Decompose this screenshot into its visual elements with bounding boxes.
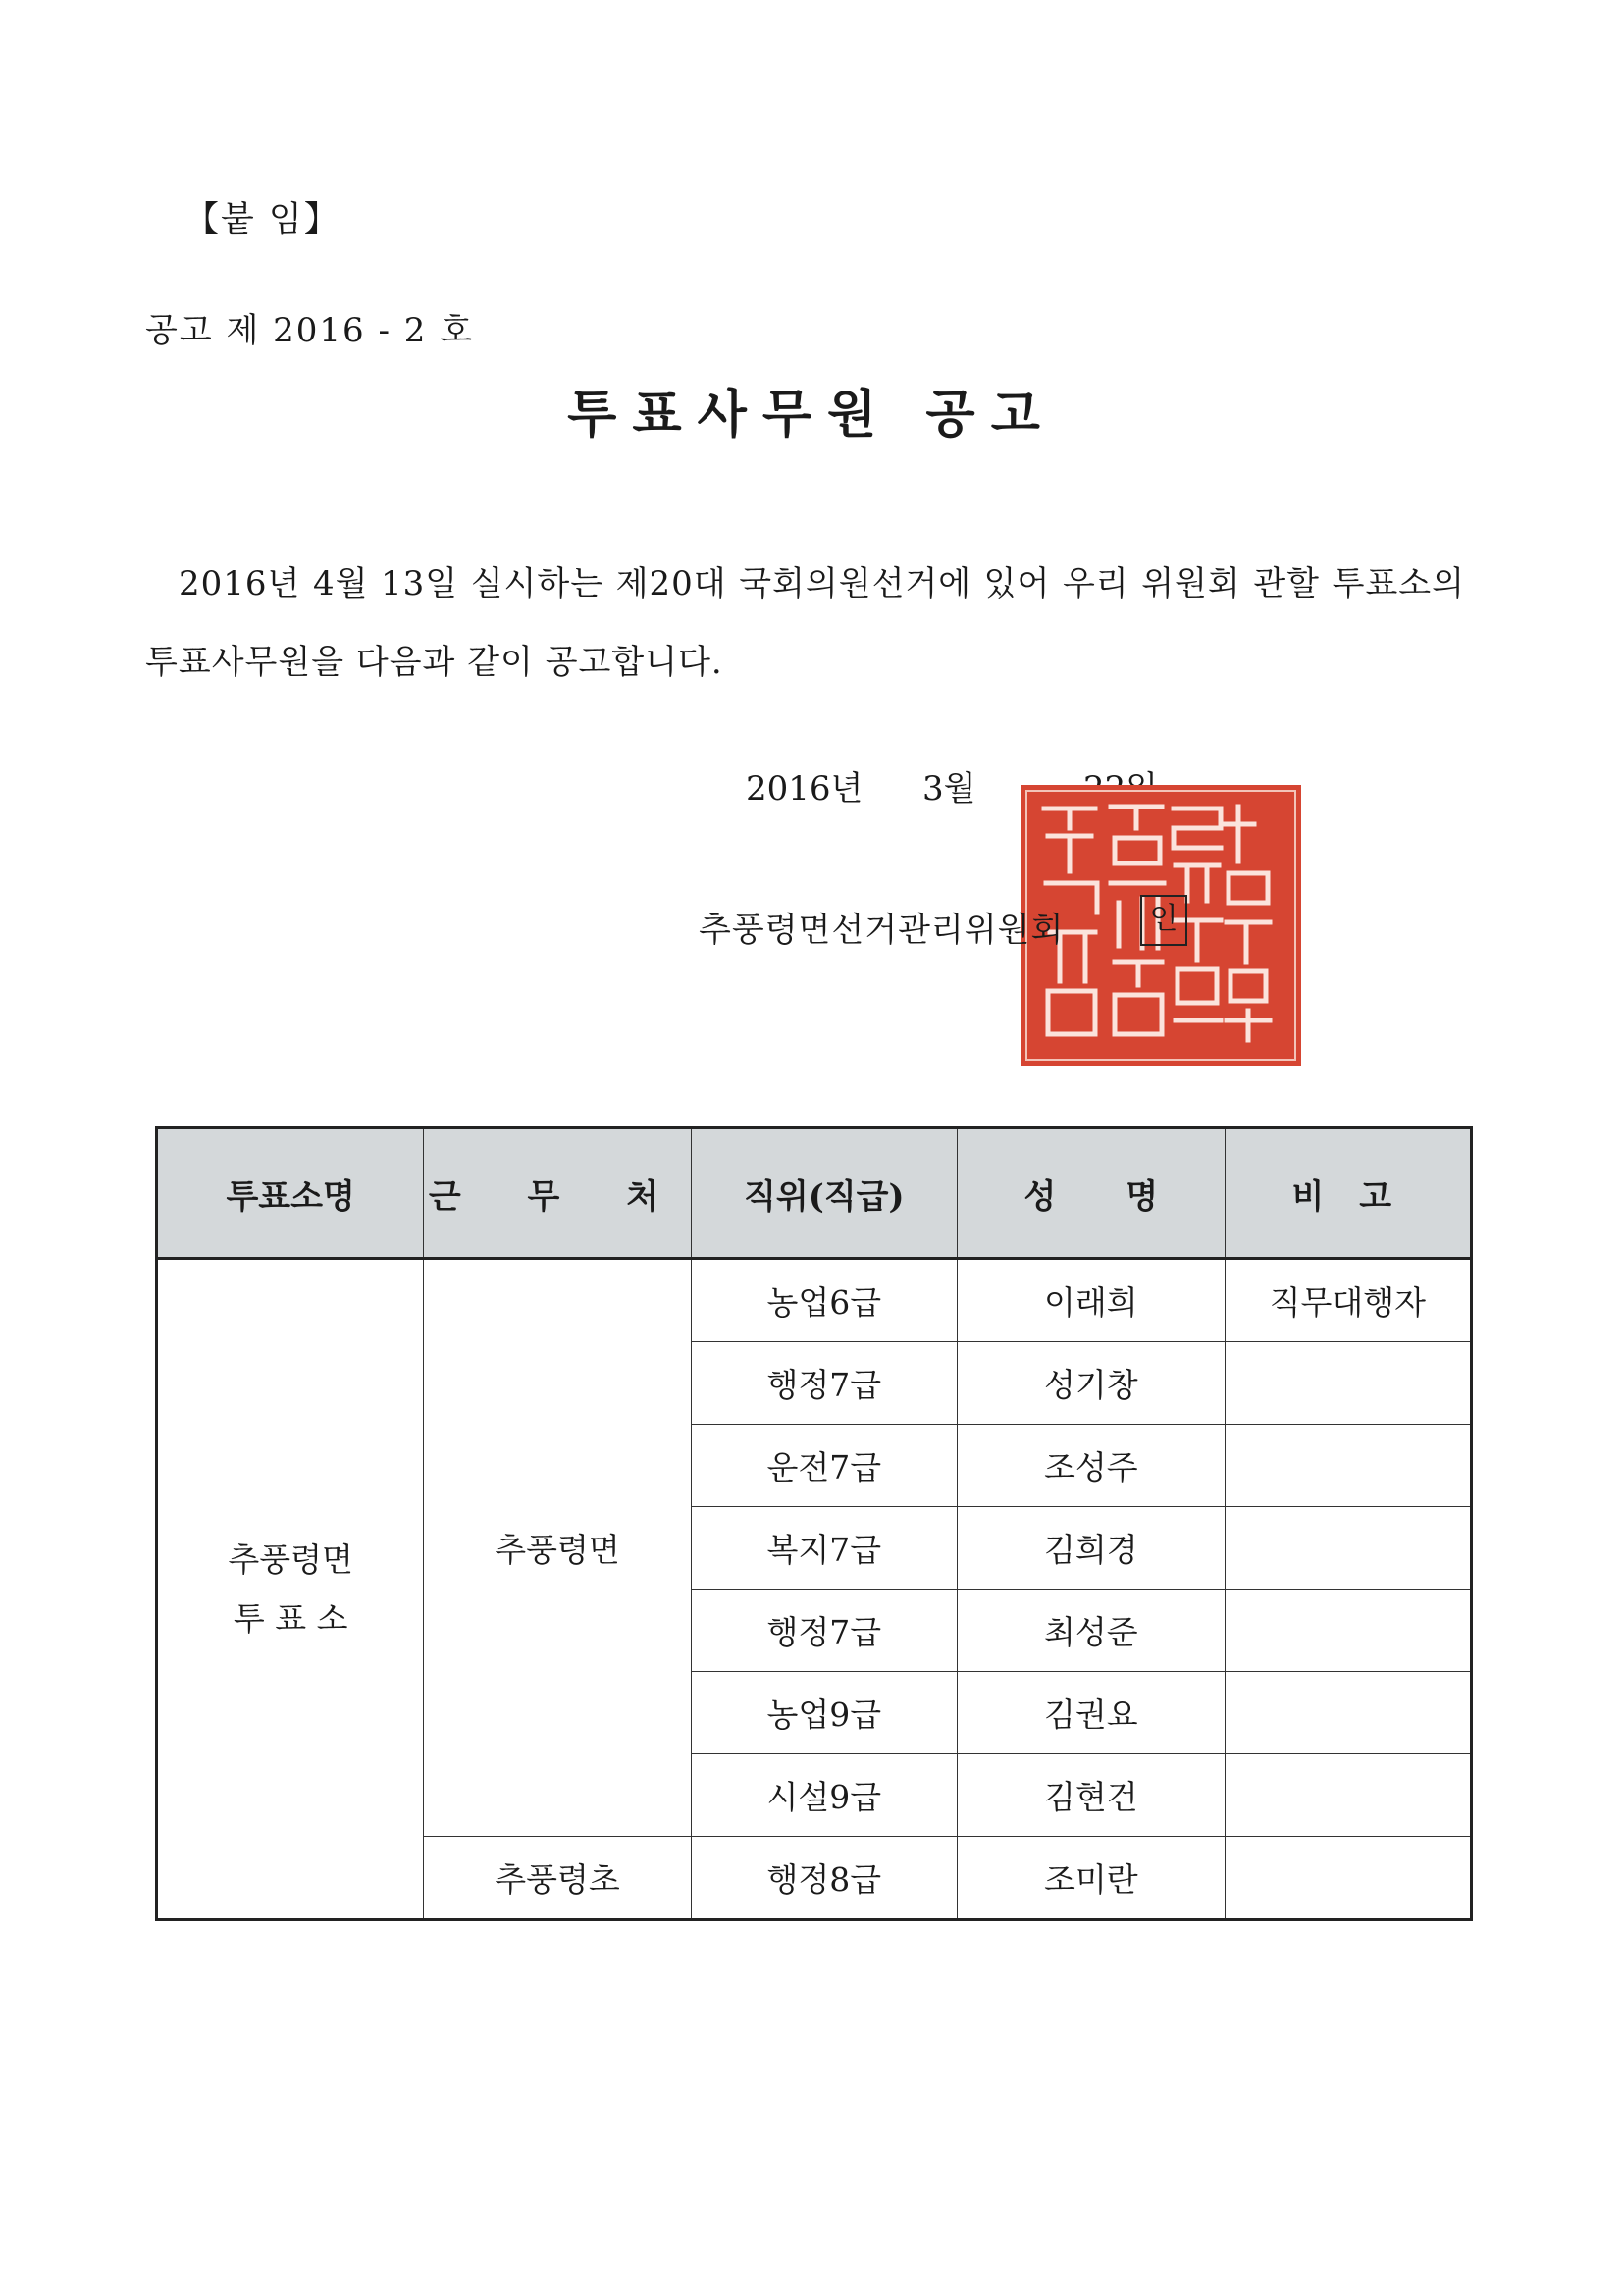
header-workplace: 근 무 처	[424, 1128, 691, 1259]
seal-mark-box: 인	[1140, 895, 1187, 946]
position-cell: 운전7급	[691, 1425, 957, 1507]
position-cell: 농업9급	[691, 1672, 957, 1754]
polling-station-cell: 추풍령면 투 표 소	[157, 1259, 424, 1920]
note-cell: 직무대행자	[1225, 1259, 1471, 1342]
document-title: 투표사무원 공고	[567, 386, 1056, 444]
table-header-row	[157, 1128, 1472, 1259]
note-cell	[1225, 1507, 1471, 1590]
header-name: 성 명	[957, 1128, 1225, 1259]
name-cell: 조미란	[957, 1837, 1225, 1920]
position-cell: 복지7급	[691, 1507, 957, 1590]
position-cell: 행정7급	[691, 1342, 957, 1425]
name-cell: 이래희	[957, 1259, 1225, 1342]
header-note: 비 고	[1225, 1128, 1471, 1259]
position-cell: 시설9급	[691, 1754, 957, 1837]
date-year: 2016년	[746, 769, 864, 809]
name-cell: 김희경	[957, 1507, 1225, 1590]
position-cell: 행정8급	[691, 1837, 957, 1920]
header-position: 직위(직급)	[691, 1128, 957, 1259]
note-cell	[1225, 1754, 1471, 1837]
committee-name: 추풍령면선거관리위원회	[699, 911, 1065, 950]
name-cell: 김권요	[957, 1672, 1225, 1754]
workplace-cell: 추풍령초	[424, 1837, 691, 1920]
position-cell: 행정7급	[691, 1590, 957, 1672]
workplace-cell: 추풍령면	[424, 1259, 691, 1837]
position-cell: 농업6급	[691, 1259, 957, 1342]
note-cell	[1225, 1672, 1471, 1754]
date-month: 3월	[922, 769, 976, 809]
name-cell: 김현건	[957, 1754, 1225, 1837]
name-cell: 조성주	[957, 1425, 1225, 1507]
notice-number: 공고 제 2016 - 2 호	[145, 311, 475, 350]
note-cell	[1225, 1425, 1471, 1507]
attachment-label: 【붙 임】	[184, 200, 340, 239]
notice-body: 2016년 4월 13일 실시하는 제20대 국회의원선거에 있어 우리 위원회 관할 투표소의 투표사무원을 다음과 같이 공고합니다.	[145, 564, 1465, 682]
table-row	[157, 1259, 1472, 1342]
header-polling-station: 투표소명	[157, 1128, 424, 1259]
note-cell	[1225, 1342, 1471, 1425]
name-cell: 성기창	[957, 1342, 1225, 1425]
note-cell	[1225, 1590, 1471, 1672]
note-cell	[1225, 1837, 1471, 1920]
staff-table	[155, 1126, 1473, 1921]
name-cell: 최성준	[957, 1590, 1225, 1672]
